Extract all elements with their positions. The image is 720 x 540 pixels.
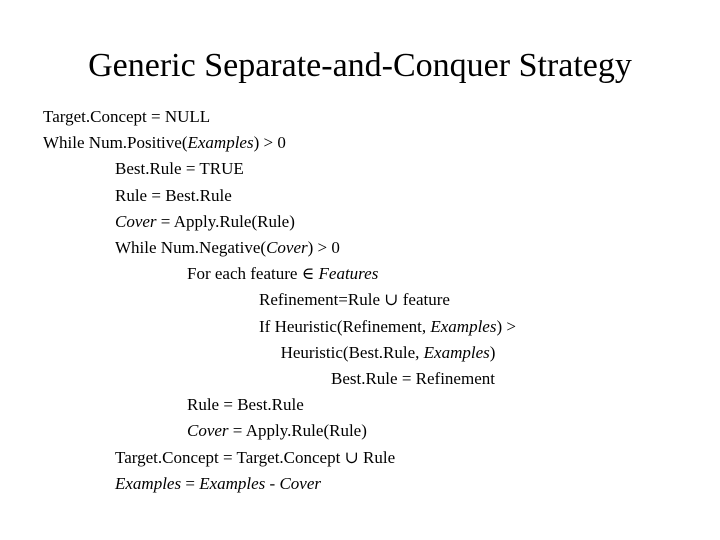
- code-identifier: Examples: [187, 133, 254, 152]
- code-identifier: Cover: [279, 474, 321, 493]
- code-text: Rule = Best.Rule: [115, 186, 232, 205]
- code-text: If Heuristic(Refinement,: [259, 317, 431, 336]
- code-identifier: Cover: [266, 238, 308, 257]
- code-text: ) > 0: [307, 238, 340, 257]
- code-text: Target.Concept = Target.Concept ∪ Rule: [115, 448, 396, 467]
- code-text: ) >: [496, 317, 516, 336]
- code-line: [259, 290, 450, 310]
- code-line: [187, 421, 367, 441]
- code-identifier: Cover: [115, 212, 157, 231]
- code-text: = Apply.Rule(Rule): [228, 421, 367, 440]
- code-line: [115, 212, 295, 232]
- code-text: -: [265, 474, 280, 493]
- code-text: While Num.Negative(: [115, 238, 267, 257]
- slide-title: Generic Separate-and-Conquer Strategy: [88, 47, 632, 84]
- code-line: [187, 395, 304, 415]
- code-identifier: Examples: [423, 343, 490, 362]
- code-line: [115, 474, 321, 494]
- code-text: Refinement=Rule ∪ feature: [259, 290, 450, 309]
- code-text: Heuristic(Best.Rule,: [280, 343, 424, 362]
- code-text: ) > 0: [253, 133, 286, 152]
- code-text: =: [181, 474, 200, 493]
- code-line: [115, 159, 244, 179]
- code-line: [115, 448, 395, 468]
- code-identifier: Features: [318, 264, 379, 283]
- code-line: [331, 369, 495, 389]
- code-text: ): [489, 343, 496, 362]
- code-line: [115, 186, 232, 206]
- code-text: Rule = Best.Rule: [187, 395, 304, 414]
- code-line: [115, 238, 340, 258]
- code-identifier: Examples: [430, 317, 497, 336]
- code-text: For each feature ∈: [187, 264, 319, 283]
- code-text: Best.Rule = Refinement: [331, 369, 495, 388]
- code-identifier: Examples: [115, 474, 182, 493]
- code-text: = Apply.Rule(Rule): [156, 212, 295, 231]
- code-line: [43, 133, 286, 153]
- code-line: [43, 107, 210, 127]
- code-text: Target.Concept = NULL: [43, 107, 211, 126]
- code-line: [281, 343, 496, 363]
- code-line: [187, 264, 378, 284]
- code-identifier: Cover: [187, 421, 229, 440]
- code-identifier: Examples: [199, 474, 266, 493]
- code-text: While Num.Positive(: [43, 133, 188, 152]
- code-text: Best.Rule = TRUE: [115, 159, 244, 178]
- code-line: [259, 317, 516, 337]
